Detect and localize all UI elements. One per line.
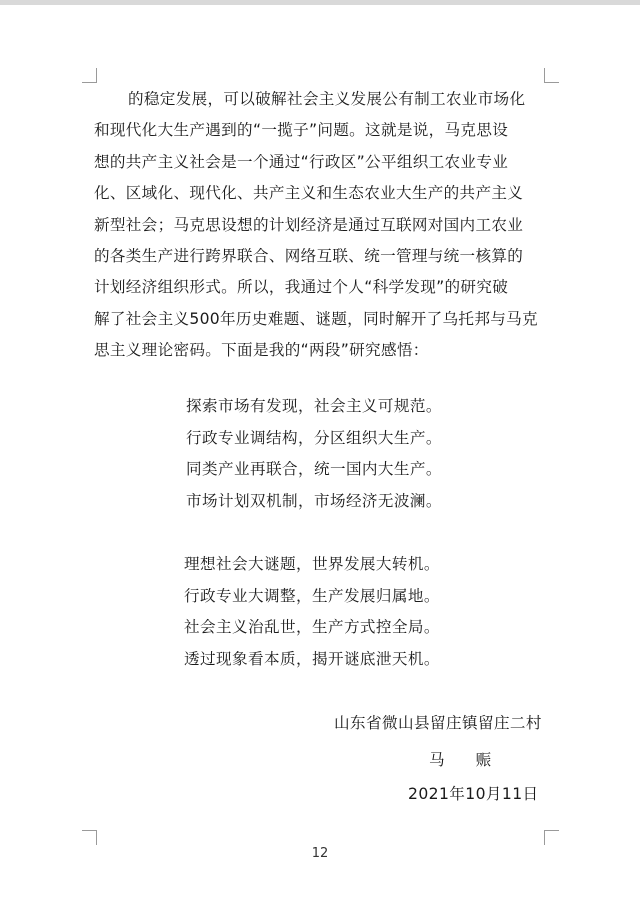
verse-line: 透过现象看本质，揭开谜底泄天机。 bbox=[184, 649, 440, 668]
verse-stanza-2 bbox=[184, 549, 440, 675]
verse-line: 市场计划双机制，市场经济无波澜。 bbox=[186, 491, 442, 510]
crop-mark-top-right bbox=[544, 68, 559, 83]
body-line: 的各类生产进行跨界联合、网络互联、统一管理与统一核算的 bbox=[94, 247, 524, 266]
body-line: 计划经济组织形式。所以，我通过个人“科学发现”的研究破 bbox=[94, 278, 509, 297]
body-line: 想的共产主义社会是一个通过“行政区”公平组织工农业专业 bbox=[94, 152, 509, 171]
signature-date: 2021年10月11日 bbox=[408, 785, 539, 803]
verse-line: 行政专业调结构，分区组织大生产。 bbox=[186, 428, 442, 447]
verse-line: 社会主义治乱世，生产方式控全局。 bbox=[184, 618, 440, 636]
crop-mark-bottom-right bbox=[544, 830, 559, 845]
verse-stanza-1 bbox=[186, 391, 442, 517]
top-edge-bar bbox=[0, 0, 640, 5]
body-line: 的稳定发展，可以破解社会主义发展公有制工农业市场化 bbox=[128, 90, 526, 108]
body-paragraph bbox=[94, 84, 556, 367]
body-line: 新型社会；马克思设想的计划经济是通过互联网对国内工农业 bbox=[94, 215, 524, 234]
crop-mark-bottom-left bbox=[82, 830, 97, 845]
body-line: 思主义理论密码。下面是我的“两段”研究感悟： bbox=[94, 341, 429, 360]
body-line: 和现代化大生产遇到的“一揽子”问题。这就是说，马克思设 bbox=[94, 121, 509, 140]
author-address: 山东省微山县留庄镇留庄二村 bbox=[334, 714, 542, 732]
verse-line: 理想社会大谜题，世界发展大转机。 bbox=[184, 555, 440, 573]
verse-line: 同类产业再联合，统一国内大生产。 bbox=[186, 460, 442, 478]
verse-line: 行政专业大调整，生产发展归属地。 bbox=[184, 586, 440, 605]
page-number: 12 bbox=[311, 846, 329, 861]
verse-line: 探索市场有发现，社会主义可规范。 bbox=[186, 397, 442, 415]
crop-mark-top-left bbox=[82, 68, 97, 83]
author-name: 马 赈 bbox=[429, 751, 505, 769]
body-line: 化、区域化、现代化、共产主义和生态农业大生产的共产主义 bbox=[94, 184, 524, 203]
body-line: 解了社会主义500年历史难题、谜题，同时解开了乌托邦与马克 bbox=[94, 309, 538, 328]
